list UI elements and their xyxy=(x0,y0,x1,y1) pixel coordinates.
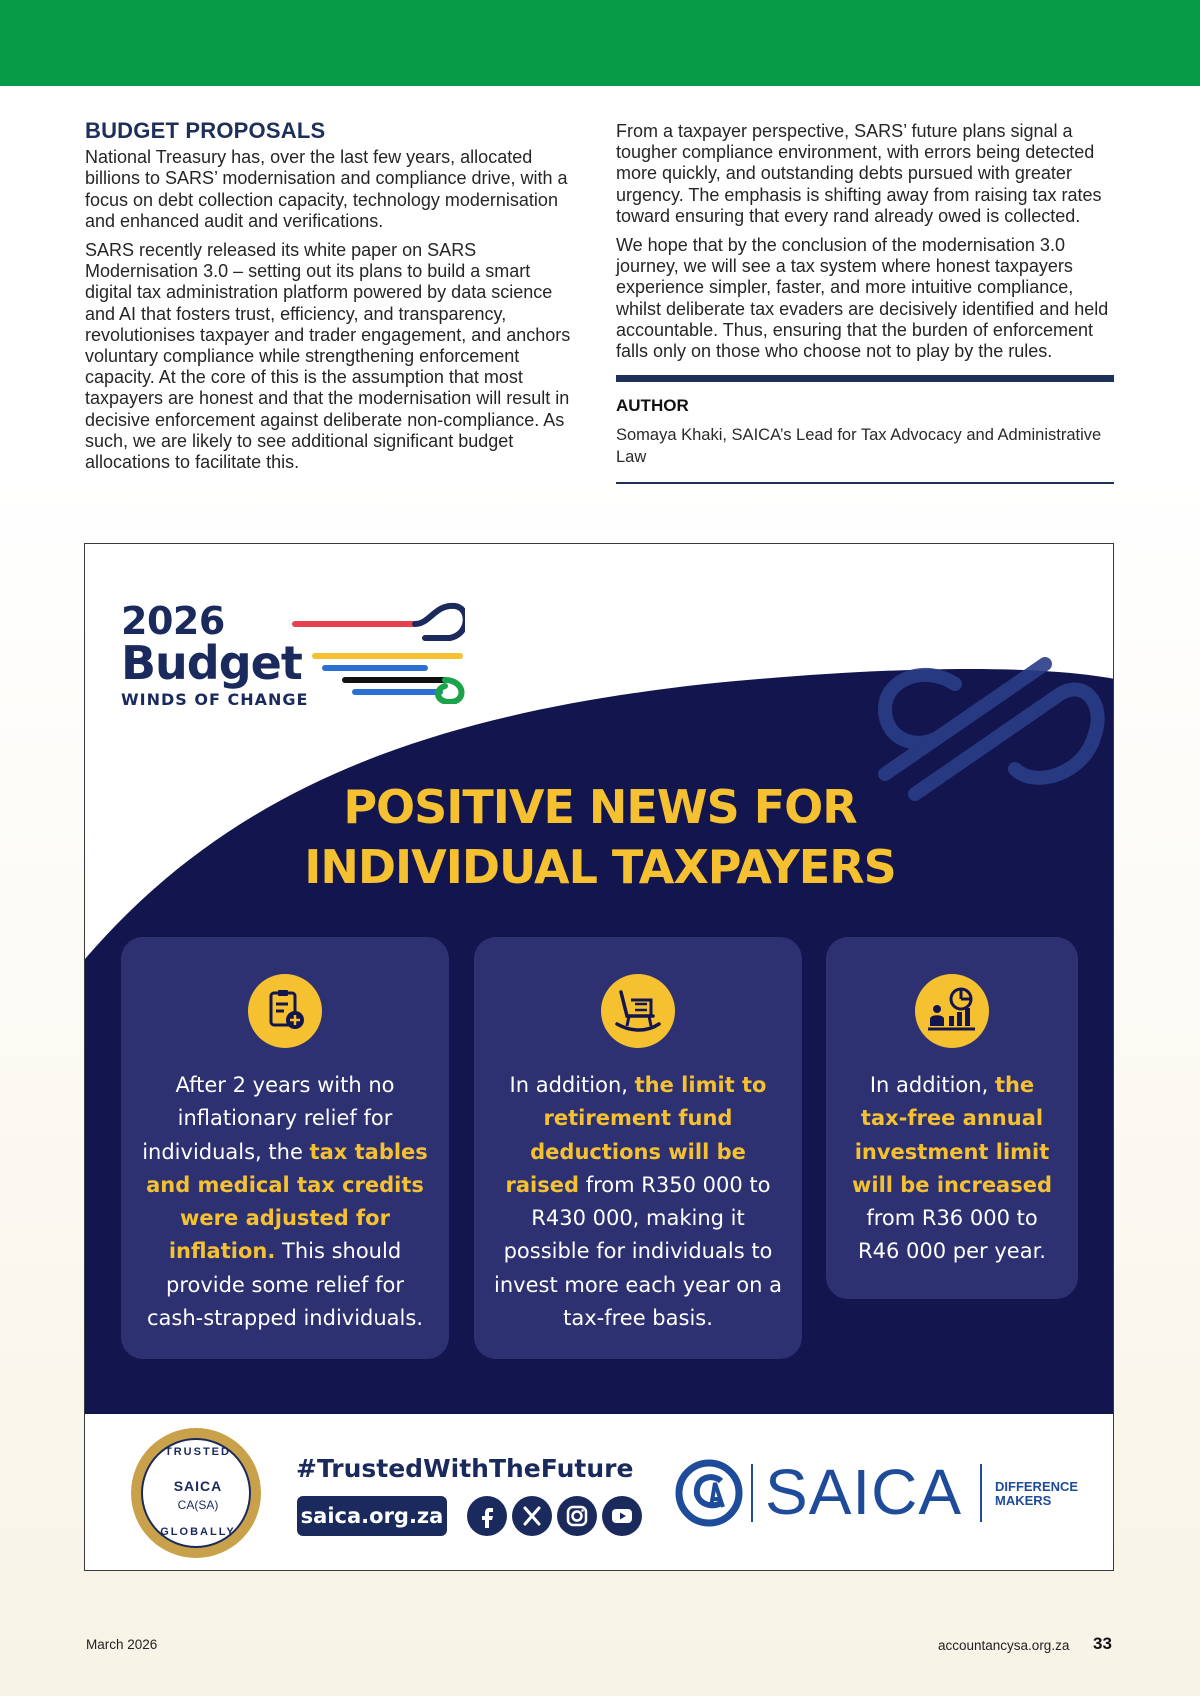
author-divider-top xyxy=(616,375,1114,382)
advert-title-line1: POSITIVE NEWS FOR xyxy=(343,780,857,834)
medical-document-icon xyxy=(248,974,322,1048)
budget-advert xyxy=(84,543,1114,1571)
youtube-icon[interactable] xyxy=(602,1496,642,1536)
instagram-icon[interactable] xyxy=(557,1496,597,1536)
badge-top-text: TRUSTED xyxy=(165,1446,231,1458)
budget-logo xyxy=(121,599,309,709)
paragraph: From a taxpayer perspective, SARS’ future plans signal a tougher compliance environment, with errors being detected more quickly, and outstanding debts pursued with greater urgency. The emphasis is shifting away from raising tax rates toward ensuring that every rand already owed is collected. xyxy=(616,121,1102,226)
paragraph: National Treasury has, over the last few years, allocated billions to SARS’ modernisation and compliance drive, with a focus on debt collection capacity, technology modernisation and enhanced audit and verifications. xyxy=(85,147,568,231)
advert-footer xyxy=(85,1414,1114,1571)
author-label: AUTHOR xyxy=(616,396,689,416)
saica-url-link[interactable]: saica.org.za xyxy=(297,1496,447,1536)
badge-bottom-text: GLOBALLY xyxy=(160,1526,236,1538)
difference-makers-tag: DIFFERENCE MAKERS xyxy=(995,1479,1079,1508)
author-name: Somaya Khaki, SAICA’s Lead for Tax Advocacy and Administrative Law xyxy=(616,426,1102,467)
left-column xyxy=(85,120,580,481)
facebook-icon[interactable] xyxy=(467,1496,507,1536)
saica-ca-logo-icon xyxy=(675,1459,743,1527)
page-number: 33 xyxy=(1093,1634,1112,1653)
paragraph: SARS recently released its white paper on SARS Modernisation 3.0 – setting out its plans to build a smart digital tax administration platform powered by data science and AI that fosters trust, efficiency, and transparency, revolutionises taxpayer and trader engagement, and anchors voluntary compliance while strengthening enforcement capacity. At the core of this is the assumption that most taxpayers are honest and that the modernisation will result in decisive enforcement against deliberate non-compliance. As such, we are likely to see additional significant budget allocations to facilitate this. xyxy=(85,240,571,473)
brand-separator xyxy=(980,1464,982,1522)
info-card-tax-tables xyxy=(121,937,449,1359)
advert-title xyxy=(85,777,1114,897)
brand-separator xyxy=(751,1464,753,1522)
rocking-chair-icon xyxy=(601,974,675,1048)
advert-title-line2: INDIVIDUAL TAXPAYERS xyxy=(304,840,896,894)
card-text: In addition, the tax-free annual investment limit will be increased from R36 000 to R46 000 per year. xyxy=(851,1073,1053,1264)
card-text: In addition, the limit to retirement fund deductions will be raised from R350 000 to R430 000, making it possible for individuals to invest more each year on a tax-free basis. xyxy=(494,1073,782,1331)
logo-tagline: WINDS OF CHANGE xyxy=(121,690,309,709)
site-url: accountancysa.org.za xyxy=(938,1638,1070,1653)
section-heading: BUDGET PROPOSALS xyxy=(85,118,326,143)
wind-lines-icon xyxy=(285,594,465,704)
saica-wordmark: SAICA xyxy=(765,1456,963,1528)
info-card-investment xyxy=(826,937,1078,1299)
logo-word: Budget xyxy=(121,636,302,690)
author-divider-bottom xyxy=(616,482,1114,484)
issue-date: March 2026 xyxy=(86,1637,158,1652)
card-text: After 2 years with no inflationary relief for individuals, the tax tables and medical tax credits were adjusted for inflation. This should provide some relief for cash-strapped individuals. xyxy=(142,1073,428,1331)
logo-year: 2026 xyxy=(121,599,225,643)
badge-ca-text: CA(SA) xyxy=(177,1498,219,1512)
trusted-globally-badge xyxy=(131,1428,261,1558)
paragraph: We hope that by the conclusion of the modernisation 3.0 journey, we will see a tax system where honest taxpayers experience simpler, faster, and more intuitive compliance, whilst deliberate tax evaders are decisively identified and held accountable. Thus, ensuring that the burden of enforcement falls only on those who choose not to play by the rules. xyxy=(616,235,1109,362)
hashtag: #TrustedWithTheFuture xyxy=(296,1454,634,1483)
right-column xyxy=(616,121,1116,484)
info-card-retirement xyxy=(474,937,802,1359)
investment-chart-icon xyxy=(915,974,989,1048)
badge-middle-text: SAICA xyxy=(173,1478,223,1494)
x-icon[interactable] xyxy=(512,1496,552,1536)
top-color-bar xyxy=(0,0,1200,86)
